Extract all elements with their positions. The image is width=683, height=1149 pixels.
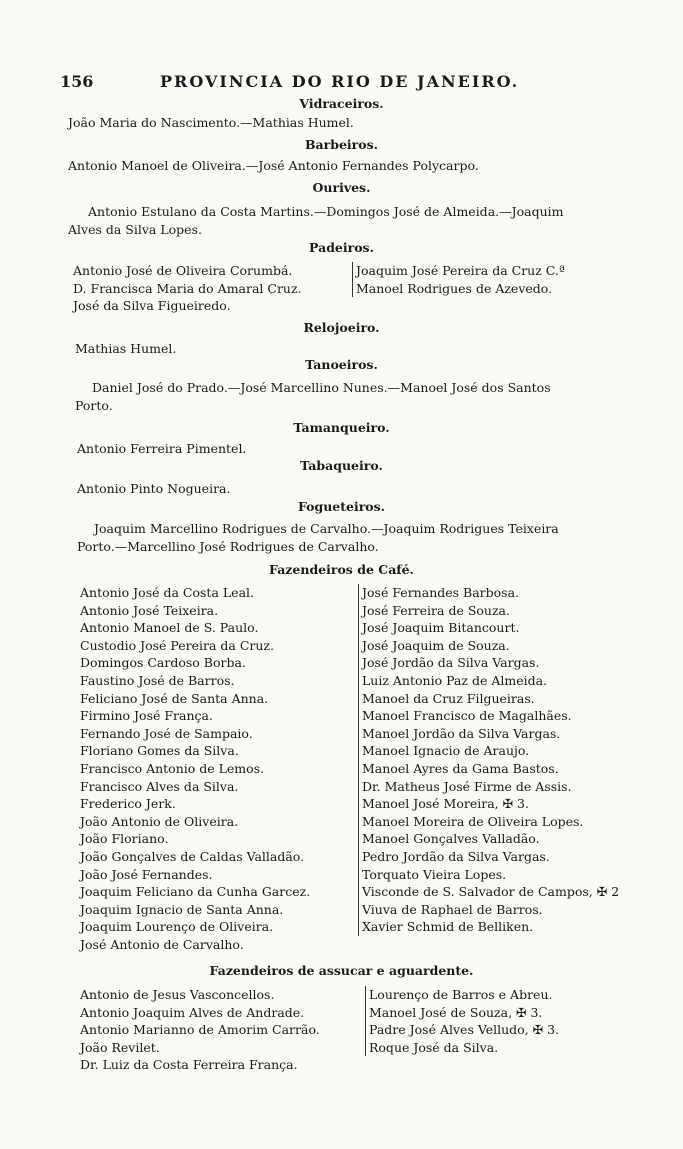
list-item: Manoel Jordão da Silva Vargas.: [362, 725, 561, 741]
list-item: José Antonio de Carvalho.: [80, 936, 244, 952]
list-item: João José Fernandes.: [80, 866, 213, 882]
list-item: Joaquim José Pereira da Cruz C.ª: [356, 263, 565, 278]
list-item: Luiz Antonio Paz de Almeida.: [362, 672, 548, 688]
heading-ourives: Ourives.: [312, 180, 371, 195]
list-item: D. Francisca Maria do Amaral Cruz.: [73, 280, 302, 296]
list-item: Manoel José Moreira, ✠ 3.: [362, 796, 529, 812]
heading-tabaqueiro: Tabaqueiro.: [300, 458, 383, 473]
list-item: Manoel Gonçalves Valladão.: [362, 831, 540, 847]
heading-tanoeiros: Tanoeiros.: [305, 357, 378, 372]
heading-vidraceiros: Vidraceiros.: [299, 96, 384, 111]
list-item: Francisco Antonio de Lemos.: [80, 760, 265, 776]
list-item: Fernando José de Sampaio.: [80, 725, 253, 741]
list-item: José Jordão da Silva Vargas.: [362, 655, 540, 671]
fazendeiros-cafe-right-column: [358, 584, 619, 936]
list-item: Dr. Matheus José Firme de Assis.: [362, 778, 572, 794]
text-line: Porto.—Marcellino José Rodrigues de Carvalho.: [77, 539, 379, 554]
heading-tamanqueiro: Tamanqueiro.: [293, 420, 390, 435]
list-item: Pedro Jordão da Silva Vargas.: [362, 848, 550, 864]
text-line: Alves da Silva Lopes.: [68, 222, 202, 237]
list-item: José da Silva Figueiredo.: [73, 298, 231, 314]
list-item: Faustino José de Barros.: [80, 672, 235, 688]
text-line: Antonio Pinto Nogueira.: [77, 481, 231, 496]
list-item: Domingos Cardoso Borba.: [80, 655, 246, 671]
page-number: 156: [60, 72, 94, 91]
fazendeiros-cafe-left-column: [80, 584, 310, 953]
list-item: Viuva de Raphael de Barros.: [362, 901, 543, 917]
list-item: José Joaquim Bitancourt.: [362, 620, 520, 636]
list-item: José Fernandes Barbosa.: [362, 585, 520, 600]
list-item: João Gonçalves de Caldas Valladão.: [80, 848, 305, 864]
list-item: Roque José da Silva.: [369, 1039, 499, 1055]
list-item: João Floriano.: [80, 831, 169, 847]
list-item: Lourenço de Barros e Abreu.: [369, 987, 553, 1002]
list-item: José Joaquim de Souza.: [362, 637, 510, 653]
fazendeiros-assucar-left-column: [80, 986, 320, 1074]
list-item: Manoel Moreira de Oliveira Lopes.: [362, 813, 584, 829]
heading-fogueteiros: Fogueteiros.: [297, 499, 386, 514]
list-item: Xavier Schmid de Belliken.: [362, 919, 534, 935]
text-line: Mathias Humel.: [75, 341, 177, 356]
text-line: Antonio Ferreira Pimentel.: [77, 441, 247, 456]
list-item: Joaquim Lourenço de Oliveira.: [80, 919, 274, 935]
list-item: João Revilet.: [80, 1039, 160, 1055]
list-item: Floriano Gomes da Silva.: [80, 743, 239, 759]
list-item: Antonio José de Oliveira Corumbá.: [73, 263, 293, 278]
list-item: Firmino José França.: [80, 708, 213, 724]
heading-barbeiros: Barbeiros.: [304, 137, 378, 152]
heading-relojoeiro: Relojoeiro.: [303, 320, 380, 335]
list-item: Manoel Rodrigues de Azevedo.: [356, 280, 553, 296]
list-item: Manoel da Cruz Filgueiras.: [362, 690, 535, 706]
list-item: Padre José Alves Velludo, ✠ 3.: [369, 1022, 560, 1038]
text-line: Porto.: [75, 398, 113, 413]
padeiros-right-column: [352, 262, 565, 297]
text-line: Antonio Manoel de Oliveira.—José Antonio Fernandes Polycarpo.: [68, 158, 479, 173]
list-item: Torquato Vieira Lopes.: [362, 866, 507, 882]
heading-fazendeiros-cafe: Fazendeiros de Café.: [269, 562, 414, 577]
list-item: Custodio José Pereira da Cruz.: [80, 637, 274, 653]
padeiros-left-column: [73, 262, 302, 315]
list-item: João Antonio de Oliveira.: [80, 813, 239, 829]
heading-fazendeiros-assucar: Fazendeiros de assucar e aguardente.: [209, 963, 474, 978]
text-line: Antonio Estulano da Costa Martins.—Domingos José de Almeida.—Joaquim: [88, 204, 564, 219]
list-item: Frederico Jerk.: [80, 796, 176, 812]
list-item: Feliciano José de Santa Anna.: [80, 690, 269, 706]
list-item: José Ferreira de Souza.: [362, 602, 510, 618]
heading-padeiros: Padeiros.: [309, 240, 374, 255]
page-header: [60, 72, 650, 94]
fazendeiros-assucar-right-column: [365, 986, 559, 1056]
text-line: Daniel José do Prado.—José Marcellino Nunes.—Manoel José dos Santos: [92, 380, 551, 395]
text-line: Joaquim Marcellino Rodrigues de Carvalho.—Joaquim Rodrigues Teixeira: [94, 521, 559, 536]
list-item: Manoel Ayres da Gama Bastos.: [362, 760, 559, 776]
page-title: PROVINCIA DO RIO DE JANEIRO.: [160, 72, 520, 91]
list-item: Antonio José Teixeira.: [80, 602, 219, 618]
list-item: Joaquim Ignacio de Santa Anna.: [80, 901, 284, 917]
list-item: Joaquim Feliciano da Cunha Garcez.: [80, 884, 311, 900]
list-item: Manoel José de Souza, ✠ 3.: [369, 1004, 543, 1020]
list-item: Antonio Joaquim Alves de Andrade.: [80, 1004, 305, 1020]
list-item: Antonio Manoel de S. Paulo.: [80, 620, 259, 636]
list-item: Francisco Alves da Silva.: [80, 778, 239, 794]
text-line: João Maria do Nascimento.—Mathias Humel.: [68, 115, 354, 130]
list-item: Antonio Marianno de Amorim Carrão.: [80, 1022, 320, 1038]
list-item: Antonio de Jesus Vasconcellos.: [80, 987, 275, 1002]
list-item: Visconde de S. Salvador de Campos, ✠ 2: [362, 884, 620, 900]
list-item: Manoel Francisco de Magalhães.: [362, 708, 572, 724]
list-item: Dr. Luiz da Costa Ferreira França.: [80, 1057, 298, 1073]
list-item: Manoel Ignacio de Araujo.: [362, 743, 530, 759]
list-item: Antonio José da Costa Leal.: [80, 585, 254, 600]
